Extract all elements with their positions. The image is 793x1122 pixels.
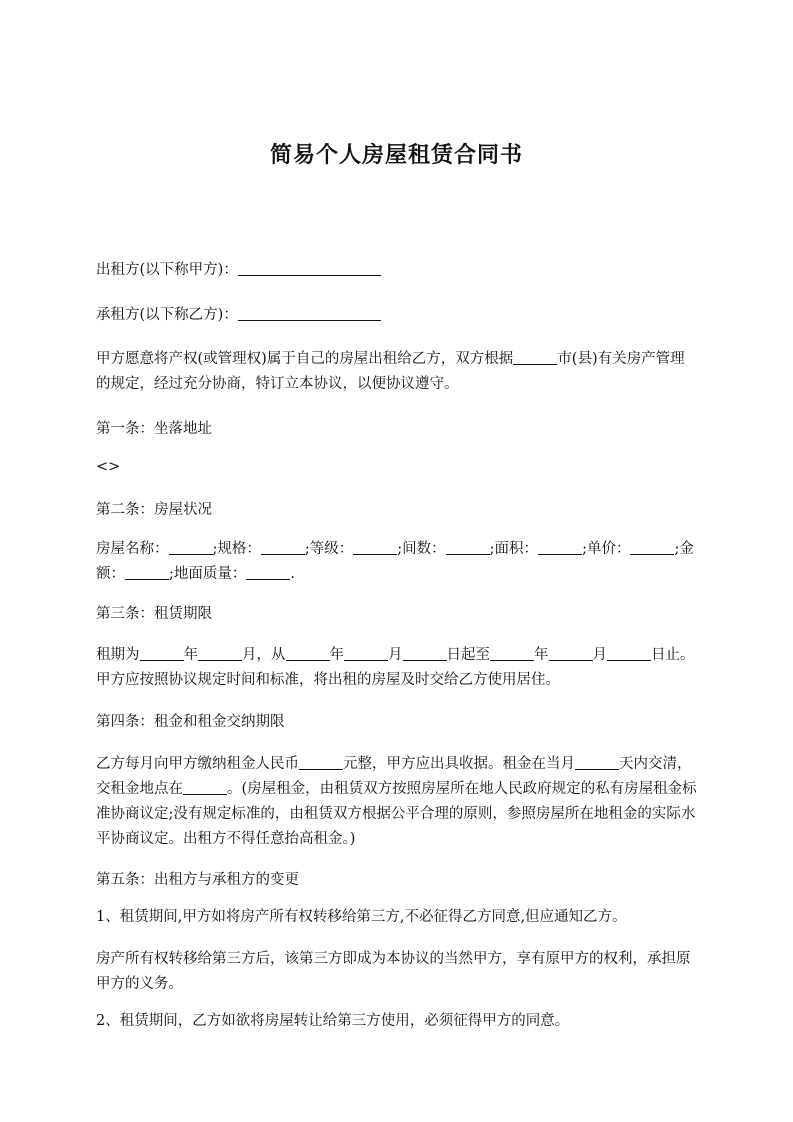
rent-text-1: 乙方每月向甲方缴纳租金人民币 [96, 756, 299, 772]
field-quality-label: ;地面质量： [169, 566, 247, 582]
term-years-blank[interactable] [140, 644, 184, 661]
article-5-paragraph-3: 2、租赁期间，乙方如欲将房屋转让给第三方使用，必须征得甲方的同意。 [96, 1013, 570, 1029]
article-3-text [96, 643, 698, 693]
term-text-1: 租期为 [96, 647, 140, 663]
term-months-blank[interactable] [198, 644, 242, 661]
intro-text-b: 市(县)有关房产管理的规定，经过充分协商，特订立本协议，以便协议遵守。 [96, 351, 685, 392]
end-month-blank[interactable] [549, 644, 593, 661]
term-text-7: 年 [534, 647, 549, 663]
field-amount-blank[interactable] [125, 563, 169, 580]
intro-text-a: 甲方愿意将产权(或管理权)属于自己的房屋出租给乙方，双方根据 [96, 351, 514, 367]
rent-text-2: 元整，甲方应出具收据。租金在当月 [343, 756, 575, 772]
start-year-blank[interactable] [286, 644, 330, 661]
lessor-line [96, 258, 698, 283]
article-5-paragraph-2: 房产所有权转移给第三方后，该第三方即成为本协议的当然甲方，享有原甲方的权利，承担原甲方的义务。 [96, 951, 691, 992]
field-end-mark: . [290, 566, 295, 582]
rent-days-blank[interactable] [575, 753, 619, 770]
end-year-blank[interactable] [490, 644, 534, 661]
article-4-title: 第四条：租金和租金交纳期限 [96, 714, 285, 730]
document-body [96, 258, 698, 1034]
city-blank[interactable] [513, 348, 557, 365]
field-area-label: ;面积： [489, 541, 539, 557]
article-5-title: 第五条：出租方与承租方的变更 [96, 872, 299, 888]
start-month-blank[interactable] [344, 644, 388, 661]
field-amount-label: ;金额： [96, 541, 694, 582]
article-2-fields [96, 537, 698, 587]
field-name-blank[interactable] [169, 538, 213, 555]
field-quality-blank[interactable] [246, 563, 290, 580]
field-grade-blank[interactable] [353, 538, 397, 555]
term-text-5: 月 [388, 647, 403, 663]
document-title: 简易个人房屋租赁合同书 [269, 143, 523, 168]
article-2-title: 第二条：房屋状况 [96, 502, 212, 518]
lessee-blank[interactable] [238, 304, 381, 321]
field-area-blank[interactable] [538, 538, 582, 555]
lessee-label: 承租方(以下称乙方)： [96, 307, 238, 323]
rent-place-blank[interactable] [183, 778, 227, 795]
term-text-2: 年 [183, 647, 198, 663]
field-grade-label: ;等级： [304, 541, 354, 557]
article-5-paragraph-1: 1、租赁期间,甲方如将房产所有权转移给第三方,不必征得乙方同意,但应通知乙方。 [96, 909, 627, 925]
field-rooms-blank[interactable] [446, 538, 490, 555]
term-text-8: 月 [592, 647, 607, 663]
lessor-label: 出租方(以下称甲方)： [96, 262, 238, 278]
term-text-4: 年 [329, 647, 344, 663]
rent-text-3: 天内交清，交租金地点在 [96, 756, 692, 797]
field-name-label: 房屋名称： [96, 541, 169, 557]
lessor-blank[interactable] [238, 259, 381, 276]
field-rooms-label: ;间数： [397, 541, 446, 557]
term-text-3: 月，从 [242, 647, 286, 663]
article-1-title: 第一条：坐落地址 [96, 421, 212, 437]
article-3-title: 第三条：租赁期限 [96, 606, 212, 622]
field-spec-blank[interactable] [261, 538, 305, 555]
start-day-blank[interactable] [403, 644, 447, 661]
field-price-label: ;单价： [582, 541, 631, 557]
article-4-text [96, 752, 698, 852]
field-price-blank[interactable] [630, 538, 674, 555]
field-spec-label: ;规格： [212, 541, 261, 557]
intro-paragraph [96, 347, 698, 397]
rent-amount-blank[interactable] [299, 753, 343, 770]
lessee-line [96, 303, 698, 328]
term-text-9: 日止。甲方应按照协议规定时间和标准，将出租的房屋及时交给乙方使用居住。 [96, 647, 695, 688]
end-day-blank[interactable] [607, 644, 651, 661]
article-1-address: <> [96, 459, 121, 475]
term-text-6: 日起至 [446, 647, 490, 663]
rent-text-4: 。(房屋租金，由租赁双方按照房屋所在地人民政府规定的私有房屋租金标准协商议定;没有规定标准的，由租赁双方根据公平合理的原则，参照房屋所在地租金的实际水平协商议定。出租方不得任意抬高租金。) [96, 781, 697, 847]
